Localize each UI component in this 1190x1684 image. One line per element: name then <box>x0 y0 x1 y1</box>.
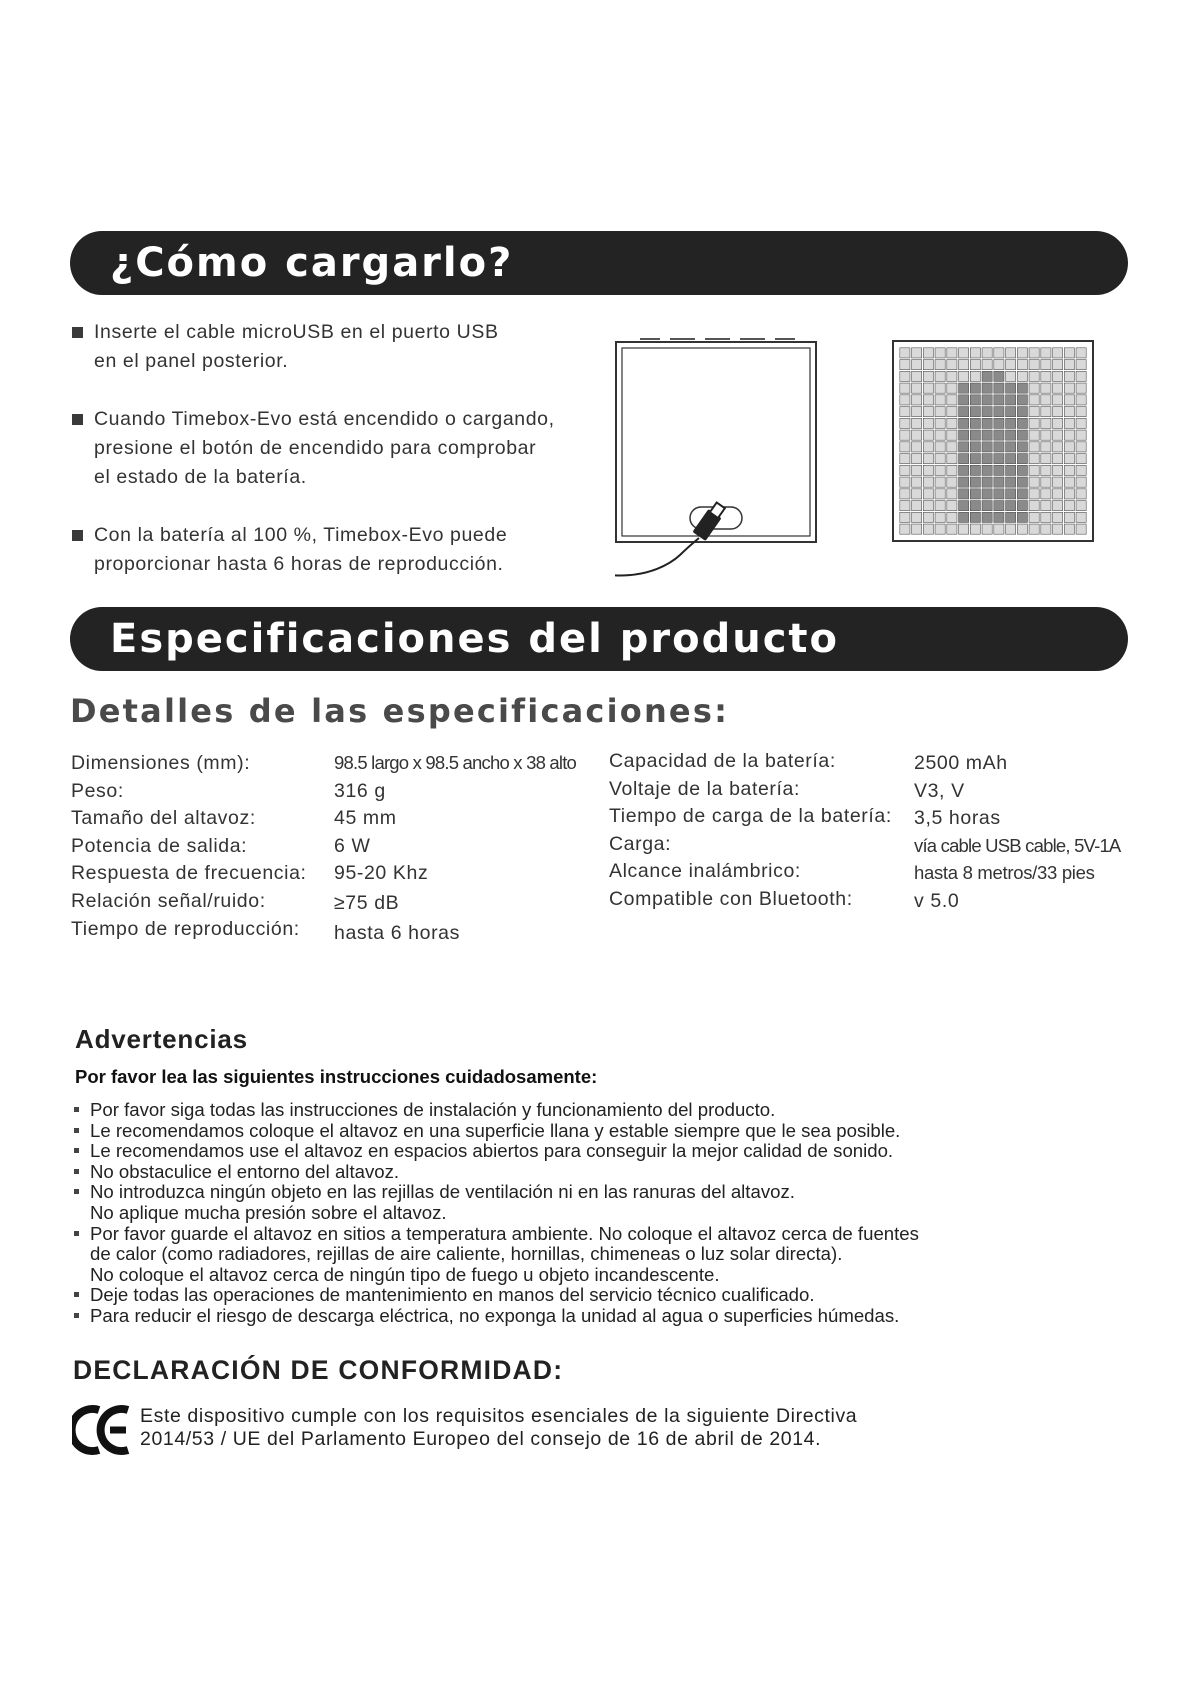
dot-bullet-icon <box>74 1148 79 1153</box>
square-bullet-icon <box>72 414 83 425</box>
square-bullet-icon <box>72 327 83 338</box>
dot-bullet-icon <box>74 1189 79 1194</box>
charging-bullet: Cuando Timebox-Evo está encendido o cargando, presione el botón de encendido para comprobar el estado de la batería. <box>72 405 612 492</box>
ce-mark-icon <box>72 1404 132 1456</box>
dot-bullet-icon <box>74 1169 79 1174</box>
warnings-list <box>73 1100 1113 1327</box>
specs-subtitle: Detalles de las especificaciones: <box>70 692 730 730</box>
charging-section-banner <box>70 231 1128 295</box>
warnings-subtitle: Por favor lea las siguientes instrucciones cuidadosamente: <box>75 1066 598 1087</box>
charging-section-title: ¿Cómo cargarlo? <box>110 240 514 286</box>
specs-section-title: Especificaciones del producto <box>110 616 840 662</box>
declaration-title: DECLARACIÓN DE CONFORMIDAD: <box>73 1355 564 1385</box>
charging-bullet: Con la batería al 100 %, Timebox-Evo puede proporcionar hasta 6 horas de reproducción. <box>72 521 612 579</box>
charging-illustration <box>615 333 1115 593</box>
square-bullet-icon <box>72 530 83 541</box>
dot-bullet-icon <box>74 1292 79 1297</box>
dot-bullet-icon <box>74 1313 79 1318</box>
warning-item: Para reducir el riesgo de descarga eléctrica, no exponga la unidad al agua o superficies húmedas. <box>73 1306 1113 1327</box>
warning-item: No introduzca ningún objeto en las rejillas de ventilación ni en las ranuras del altavoz. No aplique mucha presión sobre el altavoz. <box>73 1182 1113 1223</box>
declaration-text: Este dispositivo cumple con los requisitos esenciales de la siguiente Directiva 2014/53 / UE del Parlamento Europeo del consejo de 16 de abril de 2014. <box>140 1405 858 1450</box>
dot-bullet-icon <box>74 1128 79 1133</box>
warning-item: Le recomendamos use el altavoz en espacios abiertos para conseguir la mejor calidad de sonido. <box>73 1141 1113 1162</box>
warning-item: Por favor siga todas las instrucciones de instalación y funcionamiento del producto. <box>73 1100 1113 1121</box>
charging-instructions <box>72 318 612 608</box>
pixel-display-battery-illustration <box>893 341 1093 541</box>
speaker-back-panel-illustration <box>615 339 816 575</box>
warning-item: Por favor guarde el altavoz en sitios a temperatura ambiente. No coloque el altavoz cerca de fuentes de calor (como radiadores, rejillas de aire caliente, hornillas, chimeneas o luz solar directa). No coloque el altavoz cerca de ningún tipo de fuego u objeto incandescente. <box>73 1224 1113 1286</box>
specs-section-banner <box>70 607 1128 671</box>
dot-bullet-icon <box>74 1107 79 1112</box>
warning-item: No obstaculice el entorno del altavoz. <box>73 1162 1113 1183</box>
dot-bullet-icon <box>74 1231 79 1236</box>
warnings-title: Advertencias <box>75 1024 248 1054</box>
warning-item: Deje todas las operaciones de mantenimiento en manos del servicio técnico cualificado. <box>73 1285 1113 1306</box>
warning-item: Le recomendamos coloque el altavoz en una superficie llana y estable siempre que le sea posible. <box>73 1121 1113 1142</box>
charging-bullet: Inserte el cable microUSB en el puerto USB en el panel posterior. <box>72 318 612 376</box>
